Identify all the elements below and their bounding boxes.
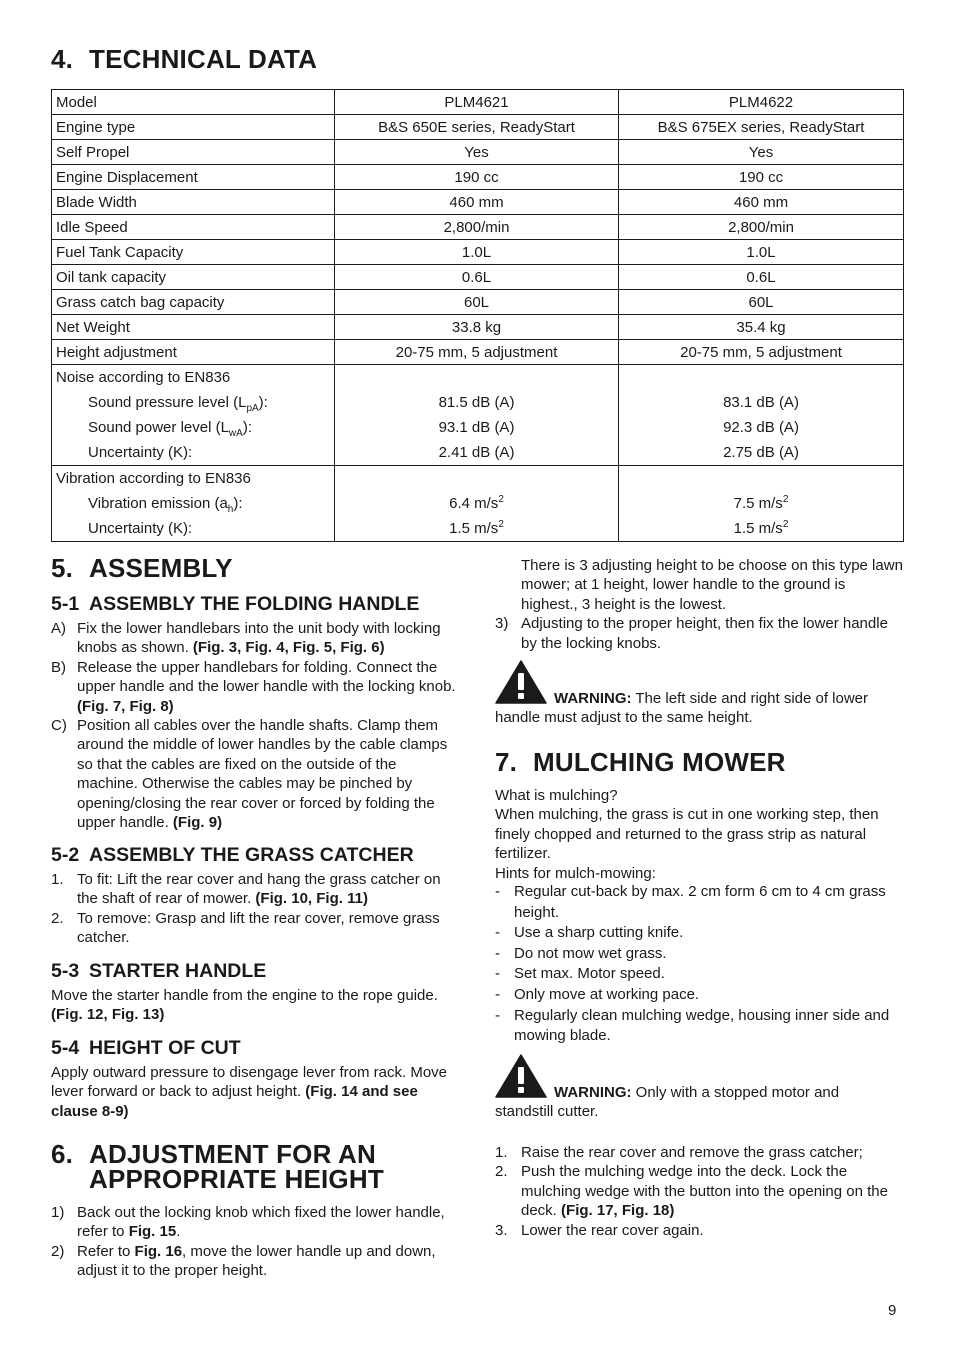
table-cell: 2,800/min: [619, 215, 904, 240]
sound-power-label: Sound power level $(L_{wA})$:: [88, 419, 252, 439]
table-cell: Model: [52, 90, 335, 115]
table-cell: PLM4621: [335, 90, 619, 115]
sound-pressure-label: Sound pressure level $(L_{pA})$:: [88, 394, 268, 414]
table-value: 2.75 dB (A): [723, 444, 799, 461]
list-item: - Do not mow wet grass.: [495, 944, 667, 962]
list-item: B) Release the upper handlebars for folding. Connect the upper handle and the lower handle with the locking knob. (Fig. 7, Fig. 8): [51, 658, 456, 715]
table-cell: 0.6L: [619, 265, 904, 290]
table-cell: 460 mm: [619, 190, 904, 215]
table-cell: [52, 466, 335, 542]
table-cell: Engine Displacement: [52, 165, 335, 190]
table-cell: Net Weight: [52, 315, 335, 340]
table-value: 81.5 dB (A): [438, 394, 515, 411]
table-cell: [335, 466, 619, 542]
table-cell: Engine type: [52, 115, 335, 140]
table-cell: Height adjustment: [52, 340, 335, 365]
vibration-title: Vibration according to EN836: [56, 470, 251, 487]
list-item: C) Position all cables over the handle shafts. Clamp them around the middle of lower handles by the cable clamps so that the cables are fixed on the outside of the machine. Otherwise the cables may be pinched by opening/closing the rear cover or forced by folding the upper handle. (Fig. 9): [51, 717, 448, 832]
list-item: - Use a sharp cutting knife.: [495, 924, 684, 942]
section-heading-assembly: [51, 555, 233, 581]
adjustment-steps: [51, 1203, 457, 1281]
section-number: 5.: [51, 553, 74, 583]
table-cell: 20-75 mm, 5 adjustment: [619, 340, 904, 365]
section-heading-technical-data: [51, 46, 317, 72]
table-value: 1.5 $m/s^2$: [733, 519, 789, 537]
list-item: A) Fix the lower handlebars into the unit body with locking knobs as shown. (Fig. 3, Fig. 4, Fig. 5, Fig. 6): [51, 620, 441, 657]
section-number: 7.: [495, 747, 518, 777]
table-cell: 60L: [619, 290, 904, 315]
list-item: - Regular cut-back by max. 2 cm form 6 cm to 4 cm grass height.: [495, 883, 886, 921]
subsection-heading-grass-catcher: 5-2 ASSEMBLY THE GRASS CATCHER: [51, 844, 414, 866]
table-cell: Grass catch bag capacity: [52, 290, 335, 315]
section-heading-mulching: [495, 749, 786, 775]
table-value: 6.4 $m/s^2$: [449, 494, 504, 512]
list-item: 3. Lower the rear cover again.: [495, 1221, 704, 1239]
noise-uncertainty-label: Uncertainty (K):: [88, 444, 193, 461]
table-cell: 460 mm: [335, 190, 619, 215]
table-value: 7.5 $m/s^2$: [733, 494, 789, 512]
mulching-intro: [495, 786, 903, 883]
table-cell: 190 cc: [335, 165, 619, 190]
table-header-row: [52, 90, 904, 115]
list-item: - Only move at working pace.: [495, 985, 700, 1003]
section-title: MULCHING MOWER: [533, 747, 786, 777]
table-row: [52, 340, 904, 365]
table-cell: 1.0L: [335, 240, 619, 265]
table-cell: 1.0L: [619, 240, 904, 265]
table-cell: Yes: [335, 140, 619, 165]
table-row: [52, 140, 904, 165]
table-cell: [619, 466, 904, 542]
mulching-hints: [495, 882, 903, 1047]
table-cell: Blade Width: [52, 190, 335, 215]
noise-title: Noise according to EN836: [56, 369, 231, 386]
table-value: 1.5 $m/s^2$: [449, 519, 504, 537]
list-item: 1. To fit: Lift the rear cover and hang the grass catcher on the shaft of rear of mower. (Fig. 10, Fig. 11): [51, 871, 441, 908]
list-item-continued: There is 3 adjusting height to be choose on this type lawn mower; at 1 height, lower handle to the ground is highest., 3 height is the lowest.: [521, 557, 903, 613]
table-value: 2.41 dB (A): [438, 444, 515, 461]
table-cell: PLM4622: [619, 90, 904, 115]
paragraph: Hints for mulch-mowing:: [495, 864, 656, 882]
table-cell: 190 cc: [619, 165, 904, 190]
table-row: [52, 115, 904, 140]
table-cell: Fuel Tank Capacity: [52, 240, 335, 265]
technical-data-table: [51, 89, 904, 542]
table-value: 92.3 dB (A): [723, 419, 799, 436]
list-item: 2) Refer to Fig. 16, move the lower handle up and down, adjust it to the proper height.: [51, 1242, 436, 1280]
list-item: 1) Back out the locking knob which fixed the lower handle, refer to Fig. 15.: [51, 1204, 445, 1241]
grass-catcher-steps: [51, 870, 457, 948]
table-cell: 60L: [335, 290, 619, 315]
section-title: ASSEMBLY: [89, 553, 233, 583]
table-row: [52, 315, 904, 340]
section-number: 6.: [51, 1139, 74, 1169]
table-cell: 2,800/min: [335, 215, 619, 240]
table-cell: 35.4 kg: [619, 315, 904, 340]
table-value: 93.1 dB (A): [438, 419, 515, 436]
folding-handle-steps: [51, 619, 457, 832]
table-row: [52, 215, 904, 240]
paragraph: What is mulching?: [495, 787, 618, 804]
list-item: - Regularly clean mulching wedge, housing inner side and mowing blade.: [495, 1006, 890, 1045]
warning-stopped-motor: [495, 1054, 895, 1122]
table-value: 83.1 dB (A): [723, 394, 799, 411]
list-item: 3) Adjusting to the proper height, then fix the lower handle by the locking knobs.: [495, 615, 888, 652]
warning-text: The left side and right side of lower handle must adjust to the same height.: [495, 690, 869, 727]
vibration-uncertainty-label: Uncertainty (K):: [88, 520, 193, 537]
list-item: 2. To remove: Grasp and lift the rear cover, remove grass catcher.: [51, 909, 440, 947]
table-row-noise: [52, 365, 904, 466]
section-title: ADJUSTMENT FOR AN: [89, 1139, 376, 1169]
warning-text: Only with a stopped motor and standstill cutter.: [495, 1084, 840, 1121]
warning-triangle-icon: [495, 660, 547, 704]
adjustment-continued: [495, 556, 903, 653]
table-cell: [619, 365, 904, 466]
list-item: 2. Push the mulching wedge into the deck. Lock the mulching wedge with the button into the opening on the deck. (Fig. 17, Fig. 18): [495, 1163, 888, 1220]
paragraph: When mulching, the grass is cut in one working step, then finely chopped and returned to the grass strip as natural fertilizer.: [495, 806, 879, 863]
table-row: [52, 165, 904, 190]
section-number: 4.: [51, 44, 74, 74]
list-item: 1. Raise the rear cover and remove the grass catcher;: [495, 1144, 863, 1161]
table-cell: [52, 365, 335, 466]
list-item: - Set max. Motor speed.: [495, 965, 665, 983]
table-cell: Yes: [619, 140, 904, 165]
subsection-heading-folding-handle: 5-1 ASSEMBLY THE FOLDING HANDLE: [51, 593, 420, 615]
table-cell: Self Propel: [52, 140, 335, 165]
table-cell: 20-75 mm, 5 adjustment: [335, 340, 619, 365]
section-heading-adjustment-line2: APPROPRIATE HEIGHT: [89, 1164, 384, 1194]
mulching-steps: [495, 1143, 903, 1240]
table-cell: 0.6L: [335, 265, 619, 290]
table-cell: 33.8 kg: [335, 315, 619, 340]
warning-label: WARNING:: [554, 1084, 632, 1101]
warning-handle-height: [495, 660, 895, 728]
subsection-heading-starter-handle: 5-3 STARTER HANDLE: [51, 960, 267, 982]
warning-triangle-icon: [495, 1054, 547, 1098]
table-row: [52, 290, 904, 315]
vibration-emission-label: Vibration emission $(a_h)$:: [88, 495, 243, 515]
table-cell: B&S 675EX series, ReadyStart: [619, 115, 904, 140]
table-cell: Idle Speed: [52, 215, 335, 240]
starter-handle-text: Move the starter handle from the engine to the rope guide. (Fig. 12, Fig. 13): [51, 987, 438, 1024]
table-row: [52, 190, 904, 215]
table-cell: Oil tank capacity: [52, 265, 335, 290]
table-cell: B&S 650E series, ReadyStart: [335, 115, 619, 140]
subsection-heading-height-of-cut: 5-4 HEIGHT OF CUT: [51, 1037, 241, 1059]
warning-label: WARNING:: [554, 690, 632, 707]
height-of-cut-text: Apply outward pressure to disengage lever from rack. Move lever forward or back to adjust height. (Fig. 14 and see clause 8-9): [51, 1064, 448, 1120]
section-title: TECHNICAL DATA: [89, 44, 318, 74]
table-row: [52, 265, 904, 290]
table-row: [52, 240, 904, 265]
table-cell: [335, 365, 619, 466]
table-row-vibration: [52, 466, 904, 542]
page-number: 9: [888, 1302, 897, 1319]
